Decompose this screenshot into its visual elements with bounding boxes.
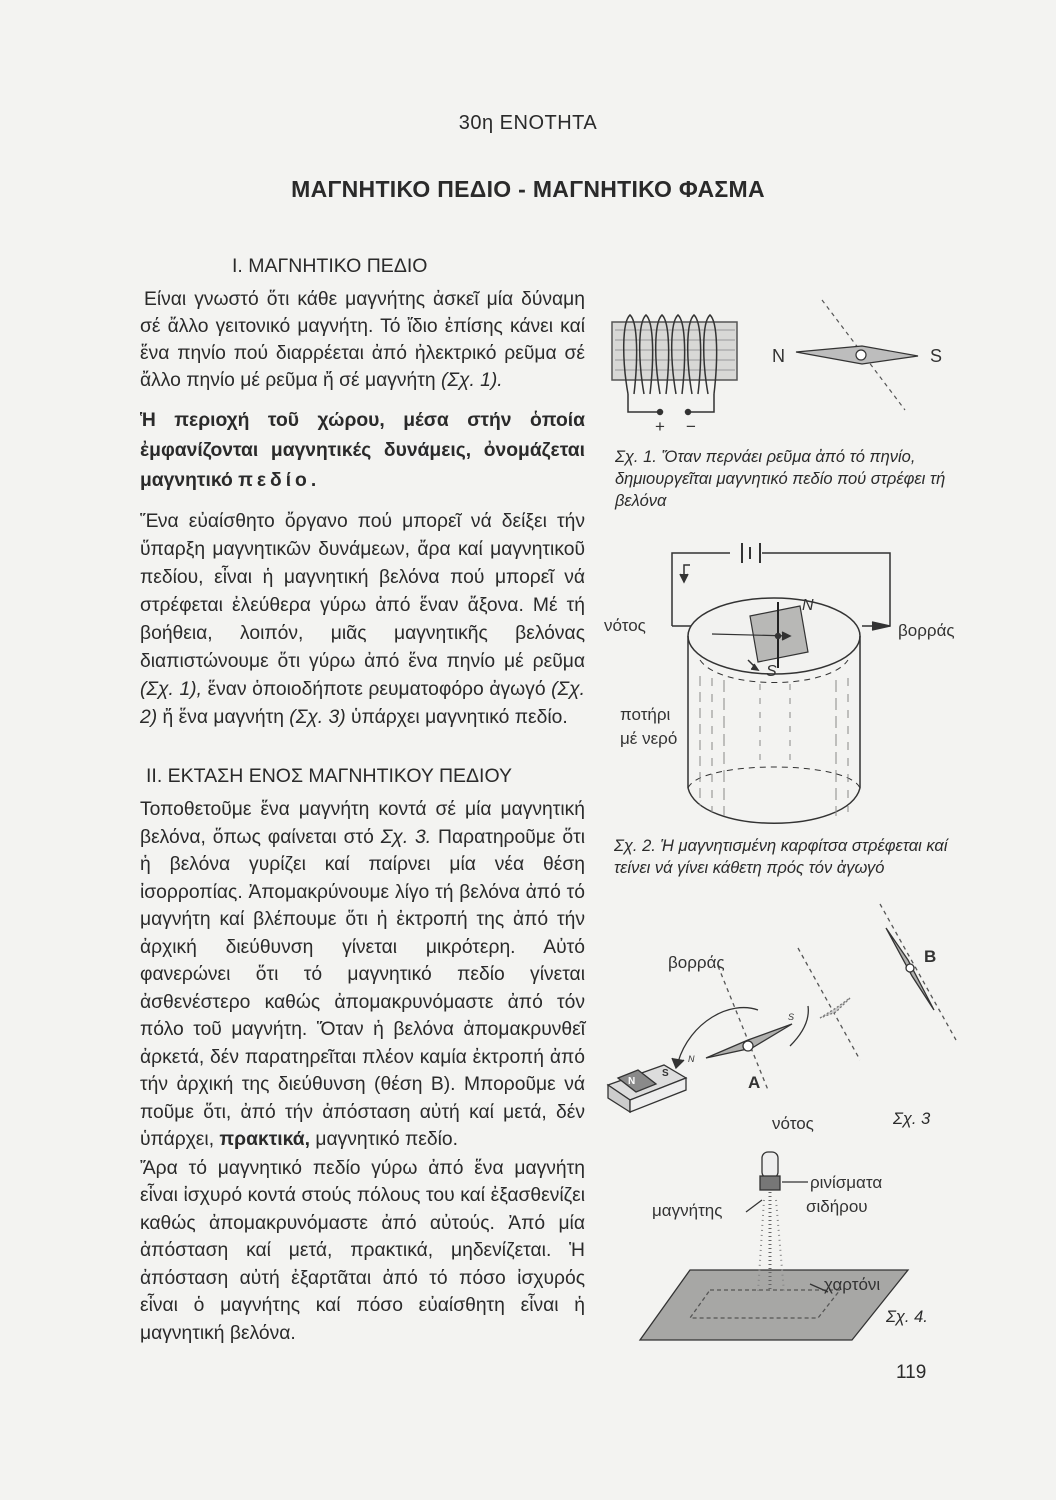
fig2-N-label: N: [802, 597, 814, 614]
page-title: ΜΑΓΝΗΤΙΚΟ ΠΕΔΙΟ - ΜΑΓΝΗΤΙΚΟ ΦΑΣΜΑ: [291, 176, 765, 202]
fig3-south-label: νότος: [772, 1114, 814, 1133]
emphasis-text: πρακτικά,: [219, 1129, 310, 1150]
paragraph-text: ἤ ἕνα μαγνήτη: [162, 707, 284, 728]
paragraph-text: Ἕνα εὐαίσθητο ὄργανο πού μπορεῖ νά δείξει τήν ὕπαρξη μαγνητικῶν δυνάμεων, ἄρα καί μαγνητικοῦ πεδίου, εἶναι ἡ μαγνητική βελόνα πού μπορεῖ νά στρέφεται ἐλεύθερα γύρω ἀπό ἕναν ἄξονα. Μέ τή βοήθεια, λοιπόν, μιᾶς μαγνητικῆς βελόνας διαπιστώνουμε ὅτι γύρω ἀπό ἕνα πηνίο μέ ρεῦμα: [140, 511, 585, 672]
fig1-S-label: S: [930, 346, 943, 366]
figure-ref: Σχ. 3.: [380, 826, 432, 848]
unit-title: 30η ΕΝΟΤΗΤΑ: [458, 112, 598, 134]
fig3-A-label: Α: [748, 1073, 761, 1092]
fig3-magnet-N: N: [628, 1076, 636, 1087]
paragraph-text: ἕναν ὁποιοδήποτε ρευματοφόρο ἀγωγό: [207, 679, 546, 700]
fig1-compass-needle: [796, 300, 918, 410]
fig3-needle-S: S: [788, 1012, 795, 1022]
fig4-caption: Σχ. 4.: [886, 1308, 928, 1326]
fig4-filings-label-1: ρινίσματα: [810, 1173, 883, 1192]
paragraph-text: ὑπάρχει μαγνητικό πεδίο.: [351, 707, 568, 728]
paragraph-text: μαγνητικό πεδίο.: [315, 1129, 459, 1150]
fig3-magnet-drawing: [608, 904, 956, 1112]
fig3-needle-N: N: [688, 1054, 695, 1064]
figure-ref: (Σχ. 2): [140, 679, 586, 728]
figure-ref: (Σχ. 1).: [440, 370, 503, 391]
section-2-heading: ΙΙ. ΕΚΤΑΣΗ ΕΝΟΣ ΜΑΓΝΗΤΙΚΟΥ ΠΕΔΙΟΥ: [146, 765, 513, 787]
fig2-glass-label-1: ποτήρι: [620, 705, 671, 724]
definition-text: Ἡ περιοχή τοῦ χώρου, μέσα στήν ὁποία ἐμφανίζονται μαγνητικές δυνάμεις, ὀνομάζεται μαγνητικό: [140, 410, 585, 491]
figure-ref: (Σχ. 3): [289, 707, 346, 728]
fig3-B-label: Β: [924, 947, 937, 966]
fig4-paper-label: χαρτόνι: [824, 1275, 881, 1294]
fig4-magnet-label: μαγνήτης: [652, 1201, 723, 1220]
fig2-glass-drawing: [672, 543, 890, 823]
fig3-magnet-S: S: [662, 1068, 669, 1079]
definition-term: πεδίο.: [238, 470, 321, 491]
figure-ref: (Σχ. 1),: [140, 679, 202, 700]
fig1-coil-drawing: [612, 315, 737, 415]
fig2-S-label: S: [766, 663, 777, 680]
fig1-minus: −: [686, 417, 696, 436]
fig2-north-label: βορράς: [898, 621, 955, 640]
fig3-caption: Σχ. 3: [893, 1110, 931, 1128]
paragraph-text: Είναι γνωστό ὅτι κάθε μαγνήτης ἀσκεῖ μία δύναμη σέ ἄλλο γειτονικό μαγνήτη. Τό ἴδιο ἐπίσης κάνει καί ἕνα πηνίο πού διαρρέεται ἀπό ἠλεκτρικό ρεῦμα σέ ἄλλο πηνίο μέ ρεῦμα ἤ σέ μαγνήτη: [140, 289, 585, 391]
fig2-caption: Σχ. 2. Ἡ μαγνητισμένη καρφίτσα στρέφεται καί τείνει νά γίνει κάθετη πρός τόν ἀγωγό: [614, 837, 948, 877]
fig1-caption: Σχ. 1. Ὅταν περνάει ρεῦμα ἀπό τό πηνίο, δημιουργεῖται μαγνητικό πεδίο πού στρέφει τή βελόνα: [615, 448, 946, 510]
fig3-north-label: βορράς: [668, 953, 725, 972]
page-number: 119: [896, 1362, 927, 1383]
paragraph-text: Παρατηροῦμε ὅτι ἡ βελόνα γυρίζει καί παίρνει μία νέα θέση ἰσορροπίας. Ἀπομακρύνουμε λίγο τή βελόνα ἀπό τό μαγνήτη καί βλέπουμε ὅτι ἡ ἐκτροπή της ἀπό τήν ἀρχική διεύθυνση γίνεται μικρότερη. Αὐτό φανερώνει ὅτι τό μαγνητικό πεδίο γίνεται ἀσθενέστερο καθώς ἀπομακρυνόμαστε ἀπό τόν πόλο τοῦ μαγνήτη. Ὅταν ἡ βελόνα ἀπομακρυνθεῖ ἀρκετά, δέν παρατηρεῖται πλέον καμία ἐκτροπή ἀπό τήν ἀρχική της διεύθυνση (θέση Β). Μποροῦμε νά ποῦμε ὅτι, ἀπό τήν ἀπόσταση αὐτή καί μετά, δέν ὑπάρχει,: [140, 826, 586, 1150]
paragraph-conclusion: Ἄρα τό μαγνητικό πεδίο γύρω ἀπό ἕνα μαγνήτη εἶναι ἰσχυρό κοντά στούς πόλους του καί ἐξασθενίζει καθώς ἀπομακρυνόμαστε ἀπό αὐτούς. Ἀπό μία ἀπόσταση καί μετά, πρακτικά, μηδενίζεται. Ἡ ἀπόσταση αὐτή ἐξαρτᾶται ἀπό τό πόσο ἰσχυρός εἶναι ὁ μαγνήτης καί πόσο εὐαίσθητη εἶναι ἡ μαγνητική βελόνα.: [140, 1157, 585, 1344]
section-1-heading: Ι. ΜΑΓΝΗΤΙΚΟ ΠΕΔΙΟ: [232, 255, 428, 277]
fig1-N-label: N: [772, 346, 785, 366]
paragraph-text: Τοποθετοῦμε ἕνα μαγνήτη κοντά σέ μία μαγνητική βελόνα, ὅπως φαίνεται στό: [140, 799, 585, 848]
fig2-glass-label-2: μέ νερό: [620, 729, 678, 748]
fig1-plus: +: [655, 417, 665, 436]
fig4-filings-label-2: σιδήρου: [806, 1197, 868, 1216]
fig2-south-label: νότος: [604, 616, 646, 635]
